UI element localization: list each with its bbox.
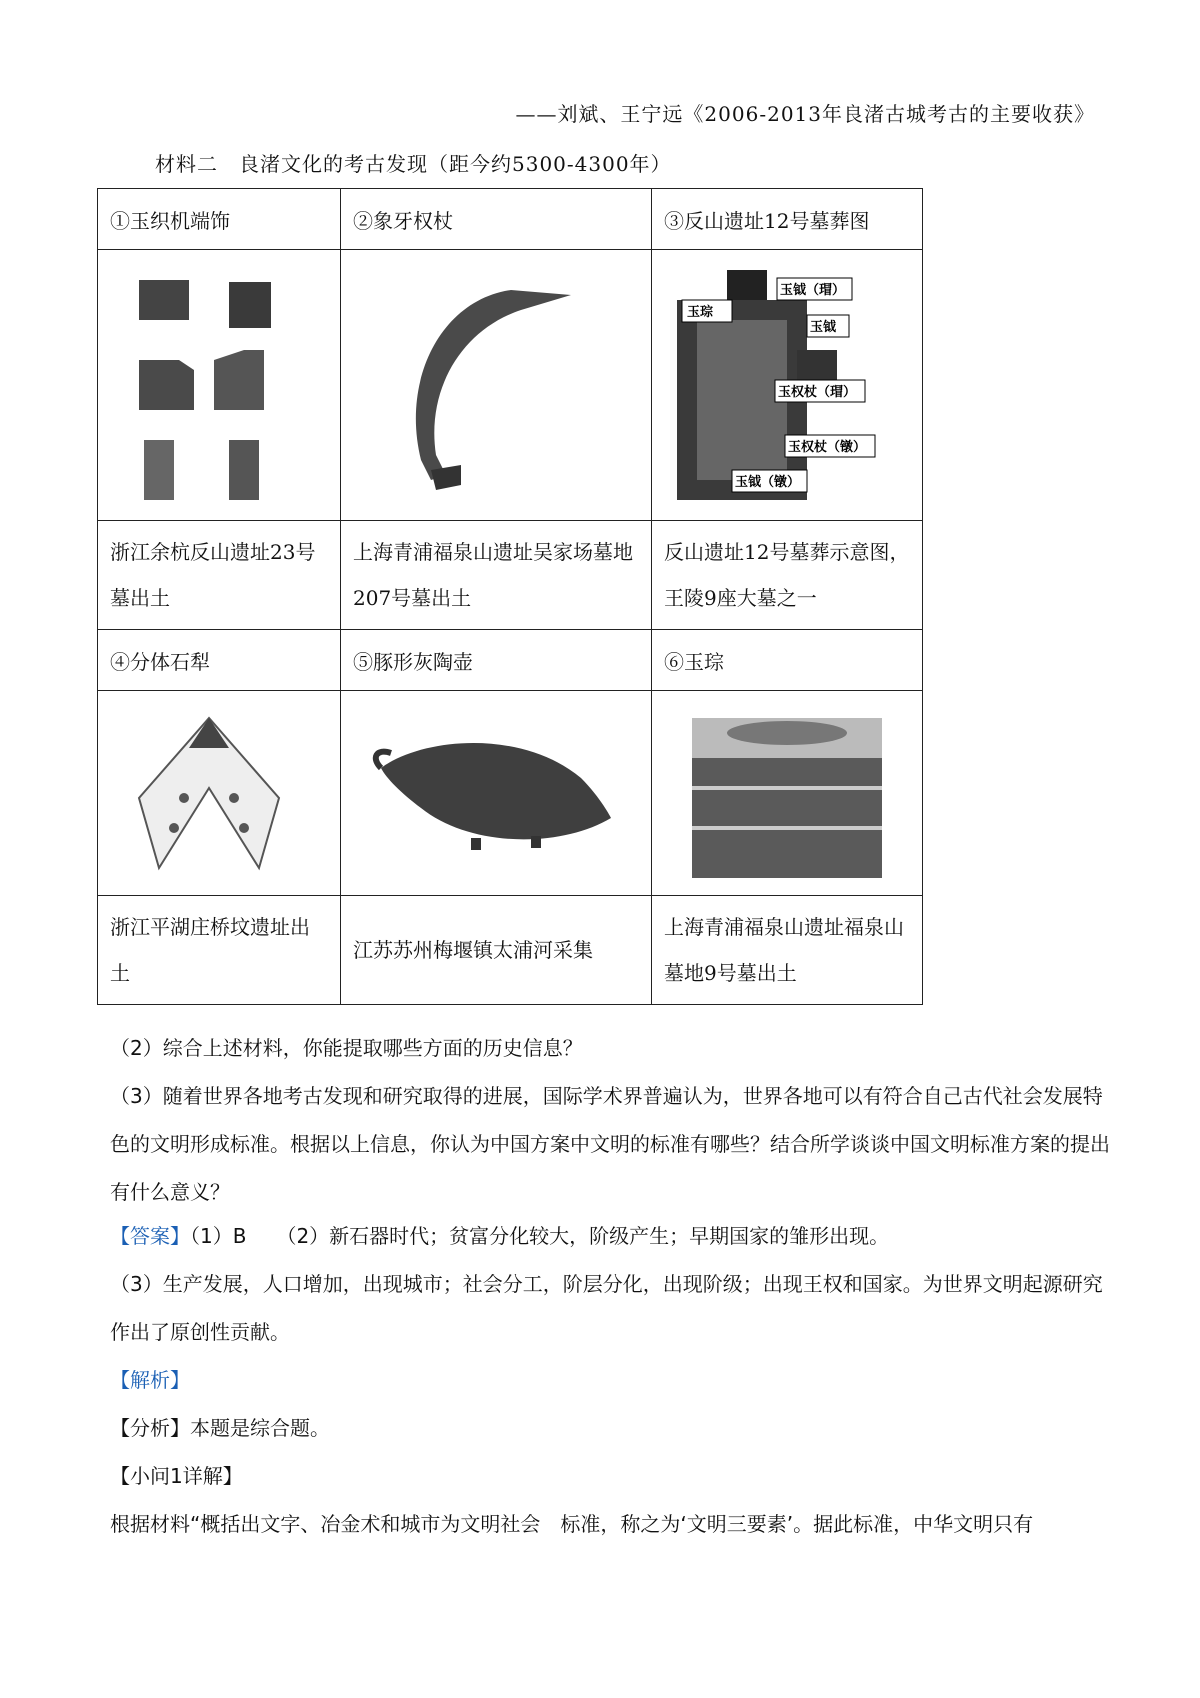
answer-label: 【答案】 [110,1224,190,1248]
header-stone-plough: ④分体石犁 [98,630,341,691]
caption-tomb-diagram: 反山遗址12号墓葬示意图，王陵9座大墓之一 [652,521,923,630]
image-jade-cong [652,691,923,896]
caption-ivory-scepter: 上海青浦福泉山遗址吴家场墓地207号墓出土 [341,521,652,630]
question-3: （3）随着世界各地考古发现和研究取得的进展，国际学术界普遍认为，世界各地可以有符合自己古代社会发展特色的文明形成标准。根据以上信息，你认为中国方案中文明的标准有哪些？结合所学谈谈中国文明标准方案的提出有什么意义？ [110,1084,1110,1204]
analysis-text: 【分析】本题是综合题。 [110,1416,330,1440]
tomb-label-yue-mao: 玉钺（瑁） [780,283,846,298]
image-stone-plough [98,691,341,896]
answer-section [110,1212,1110,1548]
image-tomb-diagram [652,250,923,521]
tomb-label-scepter-dun: 玉权杖（镦） [788,440,867,455]
caption-loom-ornament: 浙江余杭反山遗址23号墓出土 [98,521,341,630]
image-pig-pot [341,691,652,896]
material-title: 材料二 良渚文化的考古发现（距今约5300-4300年） [155,152,672,176]
header-jade-cong: ⑥玉琮 [652,630,923,691]
question-2: （2）综合上述材料，你能提取哪些方面的历史信息？ [110,1036,583,1060]
caption-pig-pot: 江苏苏州梅堰镇太浦河采集 [341,896,652,1005]
image-loom-ornament [98,250,341,521]
tomb-label-yue-dun: 玉钺（镦） [735,475,801,490]
analysis-label: 【解析】 [110,1368,190,1392]
header-pig-pot: ⑤豚形灰陶壶 [341,630,652,691]
detail-label: 【小问1详解】 [110,1464,243,1488]
tomb-label-yue: 玉钺 [810,320,837,335]
tomb-label-cong: 玉琮 [687,305,714,320]
citation: ——刘斌、王宁远《2006-2013年良渚古城考古的主要收获》 [515,102,1095,126]
header-tomb-diagram: ③反山遗址12号墓葬图 [652,189,923,250]
answer-3: （3）生产发展，人口增加，出现城市；社会分工，阶层分化，出现阶级；出现王权和国家。为世界文明起源研究作出了原创性贡献。 [110,1272,1103,1344]
caption-jade-cong: 上海青浦福泉山遗址福泉山墓地9号墓出土 [652,896,923,1005]
artifact-table [97,188,923,1005]
tomb-label-scepter-mao: 玉权杖（瑁） [778,385,857,400]
detail-text: 根据材料“概括出文字、冶金术和城市为文明社会 标准，称之为‘文明三要素’。据此标准，中华文明只有 [110,1512,1034,1536]
answer-1: （1）B [190,1224,247,1248]
header-loom-ornament: ①玉织机端饰 [98,189,341,250]
image-ivory-scepter [341,250,652,521]
header-ivory-scepter: ②象牙权杖 [341,189,652,250]
caption-stone-plough: 浙江平湖庄桥坟遗址出土 [98,896,341,1005]
answer-2: （2）新石器时代；贫富分化较大，阶级产生；早期国家的雏形出现。 [286,1224,890,1248]
